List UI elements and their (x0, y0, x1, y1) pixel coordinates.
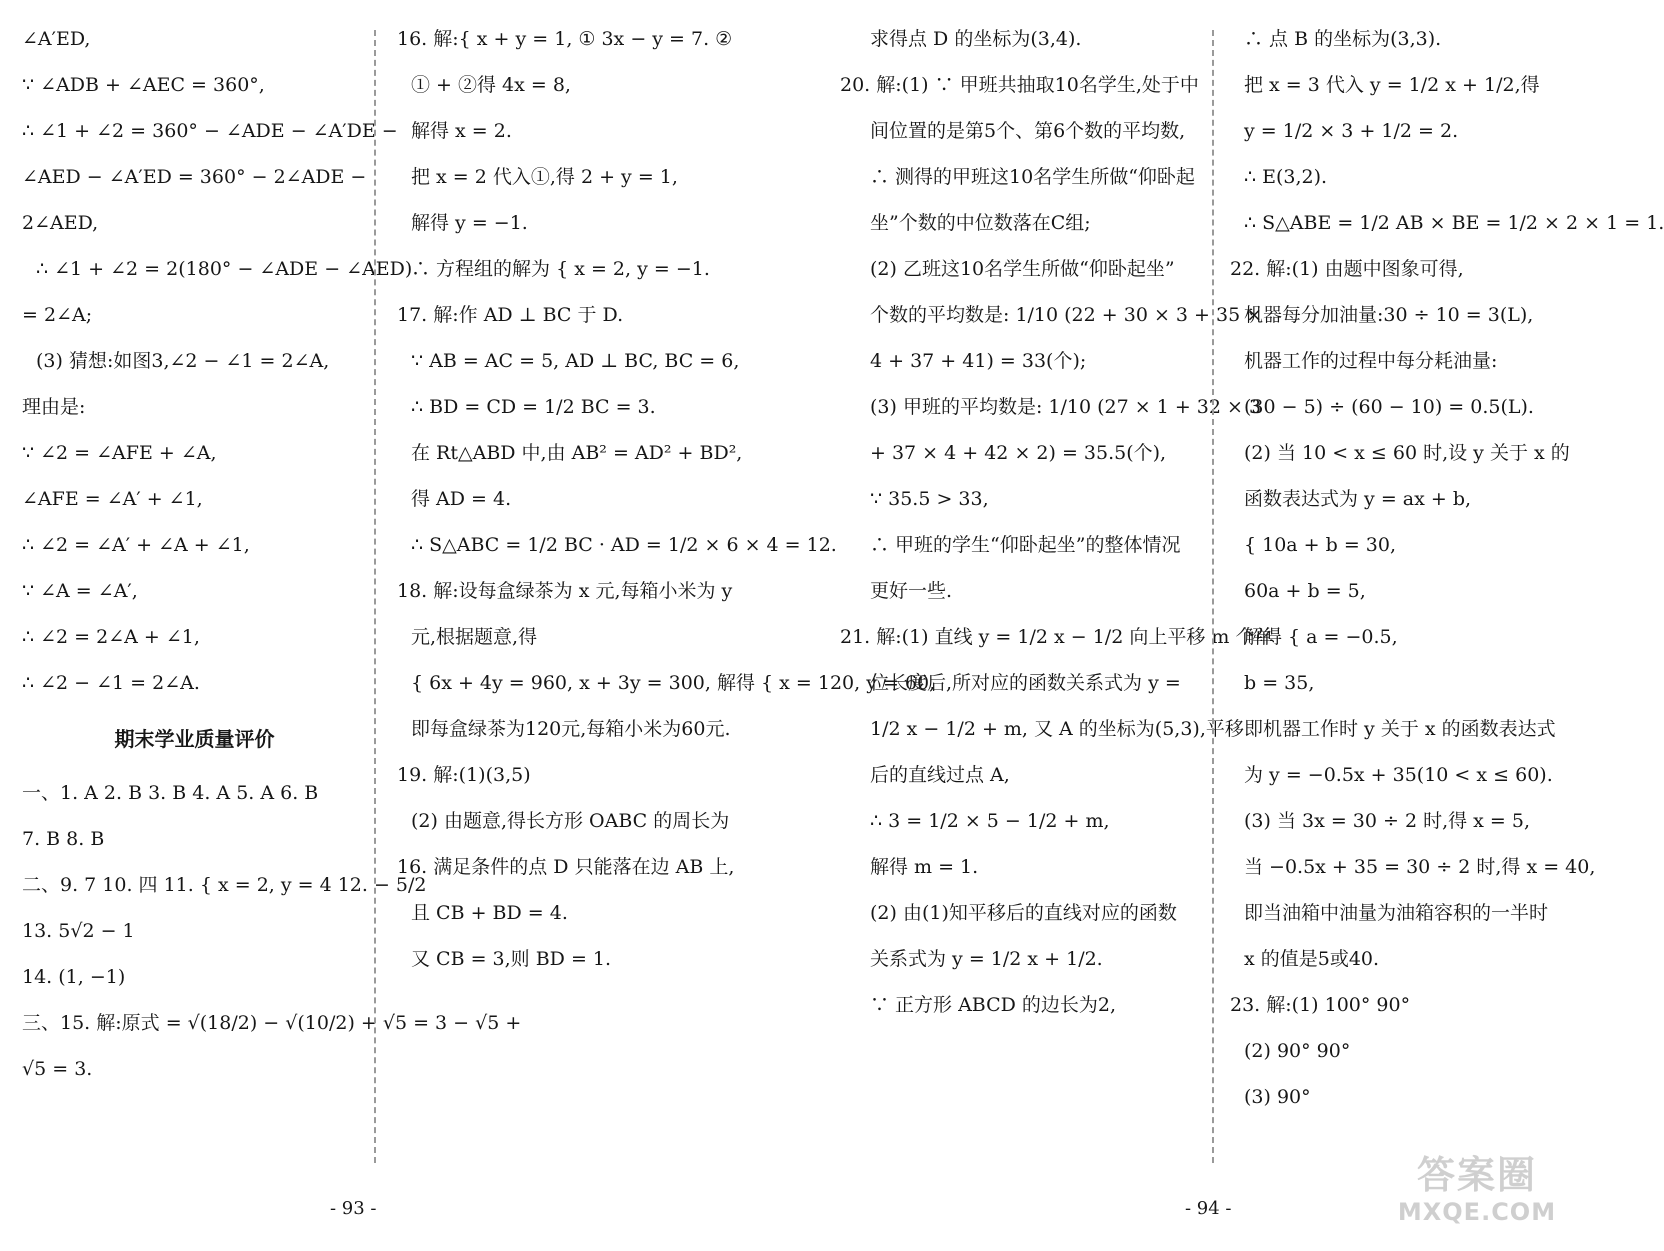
text-line: 个数的平均数是: 1/10 (22 + 30 × 3 + 35 × (870, 304, 1263, 326)
text-line: 18. 解:设每盒绿茶为 x 元,每箱小米为 y (397, 580, 733, 602)
watermark-site-text: MXQE.COM (1397, 1198, 1557, 1226)
text-line: 即每盒绿茶为120元,每箱小米为60元. (411, 718, 731, 740)
text-line: ∵ 正方形 ABCD 的边长为2, (870, 994, 1117, 1016)
text-line: (2) 当 10 < x ≤ 60 时,设 y 关于 x 的 (1244, 442, 1570, 464)
page-number-right: - 94 - (1185, 1198, 1232, 1219)
text-line: ∴ BD = CD = 1/2 BC = 3. (411, 396, 656, 418)
text-line: ∴ S△ABE = 1/2 AB × BE = 1/2 × 2 × 1 = 1. (1244, 212, 1664, 234)
column-divider-left (374, 30, 376, 1163)
text-line: b = 35, (1244, 672, 1315, 694)
text-line: 60a + b = 5, (1244, 580, 1366, 602)
section-title: 期末学业质量评价 (114, 727, 275, 751)
text-line: 14. (1, −1) (22, 966, 126, 988)
watermark-logo-text: 答案圈 (1416, 1153, 1537, 1197)
text-line: 求得点 D 的坐标为(3,4). (870, 28, 1082, 50)
page-number-left: - 93 - (330, 1198, 377, 1219)
text-line: ∵ ∠2 = ∠AFE + ∠A, (22, 442, 217, 464)
text-line: ① + ②得 4x = 8, (411, 74, 571, 96)
text-line: ∵ 35.5 > 33, (870, 488, 989, 510)
text-line: 机器工作的过程中每分耗油量: (1244, 350, 1498, 372)
text-line: ∴ ∠2 − ∠1 = 2∠A. (22, 672, 200, 694)
column-divider-right (1212, 30, 1214, 1163)
text-line: 后的直线过点 A, (870, 764, 1010, 786)
text-line: 13. 5√2 − 1 (22, 920, 135, 942)
text-line: 20. 解:(1) ∵ 甲班共抽取10名学生,处于中 (840, 74, 1199, 96)
text-line: 19. 解:(1)(3,5) (397, 764, 531, 786)
text-line: 即当油箱中油量为油箱容积的一半时 (1244, 902, 1549, 924)
text-line: ∵ ∠ADB + ∠AEC = 360°, (22, 74, 265, 96)
text-line: 元,根据题意,得 (411, 626, 538, 648)
text-line: 16. 解:{ x + y = 1, ① 3x − y = 7. ② (397, 28, 733, 50)
text-line: 解得 x = 2. (411, 120, 512, 142)
text-line: = 2∠A; (22, 304, 93, 326)
text-line: 且 CB + BD = 4. (411, 902, 568, 924)
text-line: 2∠AED, (22, 212, 99, 234)
text-line: 4 + 37 + 41) = 33(个); (870, 350, 1087, 372)
text-line: 一、1. A 2. B 3. B 4. A 5. A 6. B (22, 782, 319, 804)
text-line: √5 = 3. (22, 1058, 93, 1080)
column-3 (840, 16, 1274, 1028)
text-line: (3) 当 3x = 30 ÷ 2 时,得 x = 5, (1244, 810, 1531, 832)
text-line: 间位置的是第5个、第6个数的平均数, (870, 120, 1186, 142)
text-line: (30 − 5) ÷ (60 − 10) = 0.5(L). (1244, 396, 1534, 418)
text-line: ∴ 方程组的解为 { x = 2, y = −1. (411, 258, 710, 280)
text-line: (2) 由(1)知平移后的直线对应的函数 (870, 902, 1177, 924)
text-line: 当 −0.5x + 35 = 30 ÷ 2 时,得 x = 40, (1244, 856, 1596, 878)
text-line: 函数表达式为 y = ax + b, (1244, 488, 1472, 510)
text-line: ∵ ∠A = ∠A′, (22, 580, 138, 602)
text-line: ∴ ∠1 + ∠2 = 2(180° − ∠ADE − ∠AED) (36, 258, 413, 280)
watermark-logo (1384, 1153, 1570, 1237)
text-line: ∴ 测得的甲班这10名学生所做“仰卧起 (870, 166, 1195, 188)
text-line: 更好一些. (870, 580, 953, 602)
text-line: 把 x = 3 代入 y = 1/2 x + 1/2,得 (1244, 74, 1540, 96)
text-line: 21. 解:(1) 直线 y = 1/2 x − 1/2 向上平移 m 个单 (840, 626, 1274, 648)
text-line: ∠AED − ∠A′ED = 360° − 2∠ADE − (22, 166, 367, 188)
text-line: ∴ ∠2 = ∠A′ + ∠A + ∠1, (22, 534, 250, 556)
text-line: ∴ ∠1 + ∠2 = 360° − ∠ADE − ∠A′DE − (22, 120, 398, 142)
text-line: 得 AD = 4. (411, 488, 512, 510)
text-line: 7. B 8. B (22, 828, 105, 850)
column-4 (1230, 16, 1664, 1120)
text-line: 机器每分加油量:30 ÷ 10 = 3(L), (1244, 304, 1534, 326)
text-line: 三、15. 解:原式 = √(18/2) − √(10/2) + √5 = 3 − √5 + (22, 1012, 522, 1034)
text-line: ∴ E(3,2). (1244, 166, 1328, 188)
text-line: (3) 90° (1244, 1086, 1311, 1108)
text-line: ∵ AB = AC = 5, AD ⊥ BC, BC = 6, (411, 350, 740, 372)
text-line: { 6x + 4y = 960, x + 3y = 300, 解得 { x = 120, y = 60, (411, 672, 936, 694)
text-line: + 37 × 4 + 42 × 2) = 35.5(个), (870, 442, 1167, 464)
text-line: 解得 { a = −0.5, (1244, 626, 1398, 648)
text-line: (3) 甲班的平均数是: 1/10 (27 × 1 + 32 × 3 (870, 396, 1262, 418)
text-line: 22. 解:(1) 由题中图象可得, (1230, 258, 1464, 280)
text-line: 23. 解:(1) 100° 90° (1230, 994, 1411, 1016)
text-line: 解得 y = −1. (411, 212, 528, 234)
text-line: 理由是: (22, 396, 86, 418)
text-line: 即机器工作时 y 关于 x 的函数表达式 (1244, 718, 1556, 740)
text-line: ∠AFE = ∠A′ + ∠1, (22, 488, 203, 510)
text-line: 又 CB = 3,则 BD = 1. (411, 948, 612, 970)
text-line: (2) 90° 90° (1244, 1040, 1351, 1062)
text-line: 二、9. 7 10. 四 11. { x = 2, y = 4 12. − 5/2 (22, 874, 427, 896)
text-line: 解得 m = 1. (870, 856, 979, 878)
text-line: (2) 由题意,得长方形 OABC 的周长为 (411, 810, 730, 832)
text-line: ∴ S△ABC = 1/2 BC · AD = 1/2 × 6 × 4 = 12. (411, 534, 837, 556)
text-line: y = 1/2 × 3 + 1/2 = 2. (1244, 120, 1459, 142)
text-line: { 10a + b = 30, (1244, 534, 1397, 556)
text-line: x 的值是5或40. (1244, 948, 1380, 970)
text-line: (3) 猜想:如图3,∠2 − ∠1 = 2∠A, (36, 350, 330, 372)
text-line: 把 x = 2 代入①,得 2 + y = 1, (411, 166, 678, 188)
text-line: 在 Rt△ABD 中,由 AB² = AD² + BD², (411, 442, 743, 464)
text-line: 1/2 x − 1/2 + m, 又 A 的坐标为(5,3),平移 (870, 718, 1244, 740)
text-line: 17. 解:作 AD ⊥ BC 于 D. (397, 304, 624, 326)
text-line: ∴ 点 B 的坐标为(3,3). (1244, 28, 1442, 50)
text-line: 16. 满足条件的点 D 只能落在边 AB 上, (397, 856, 735, 878)
text-line: ∠A′ED, (22, 28, 91, 50)
text-line: (2) 乙班这10名学生所做“仰卧起坐” (870, 258, 1175, 280)
text-line: 坐”个数的中位数落在C组; (870, 212, 1091, 234)
text-line: 关系式为 y = 1/2 x + 1/2. (870, 948, 1103, 970)
text-line: ∴ 甲班的学生“仰卧起坐”的整体情况 (870, 534, 1181, 556)
text-line: 位长度后,所对应的函数关系式为 y = (870, 672, 1181, 694)
text-line: ∴ 3 = 1/2 × 5 − 1/2 + m, (870, 810, 1110, 832)
text-line: 为 y = −0.5x + 35(10 < x ≤ 60). (1244, 764, 1553, 786)
text-line: ∴ ∠2 = 2∠A + ∠1, (22, 626, 200, 648)
